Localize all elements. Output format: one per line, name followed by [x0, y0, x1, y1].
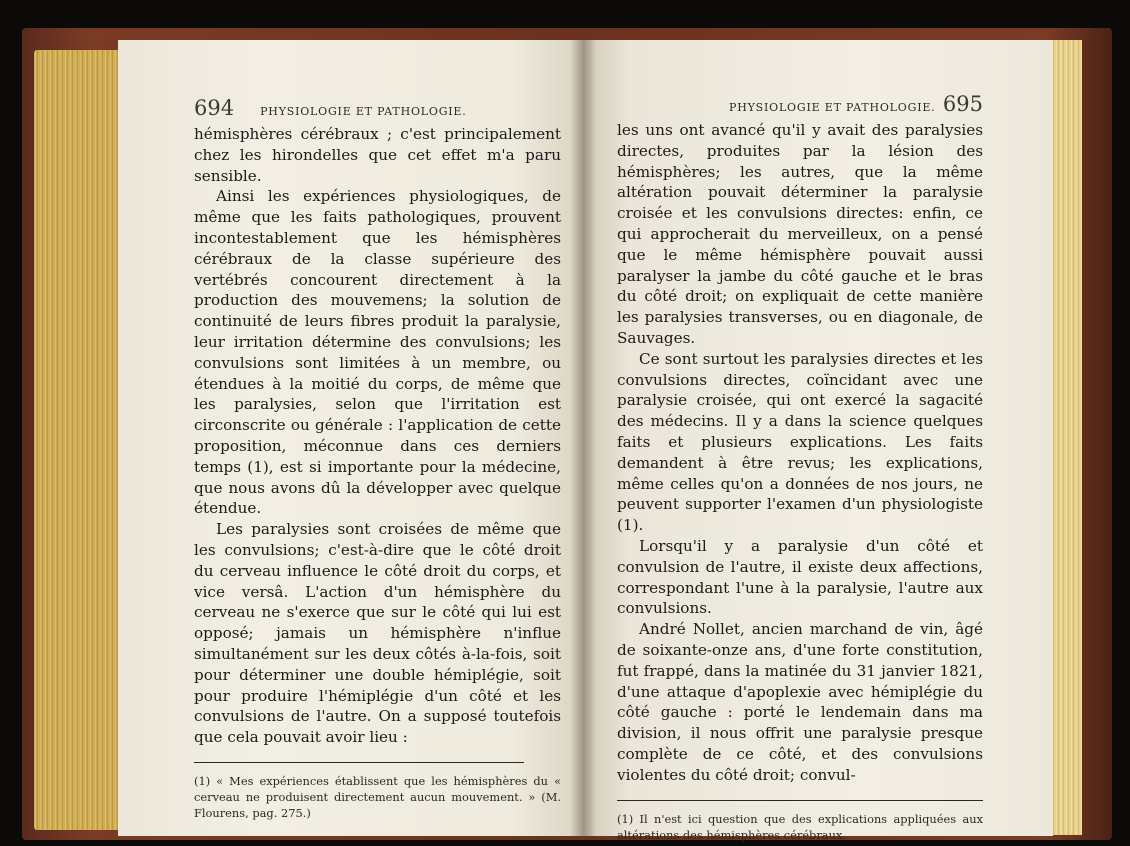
paragraph: André Nollet, ancien marchand de vin, âgé de soixante-onze ans, d'une forte constitution, fut frappé, dans la matinée du 31 janvier 1821, d'une attaque d'apoplexie avec hémiplégie du côté gauche : porté le lendemain dans ma division, il nous offrit une paralysie presque complète de ce côté, et des convulsions violentes du côté droit; convul- — [617, 620, 983, 784]
right-footnote: (1) Il n'est ici question que des explications appliquées aux altérations des hémisphères cérébraux. — [617, 811, 983, 842]
left-page-number: 694 — [194, 96, 235, 120]
paragraph: Ce sont surtout les paralysies directes et les convulsions directes, coïncidant avec une paralysie croisée, qui ont exercé la sagacité des médecins. Il y a dans la science quelques faits et plusieurs explications. Les faits demandent à être revus; les explications, même celles qu'on a données de nos jours, ne peuvent supporter l'examen d'un physiologiste (1). — [617, 349, 983, 535]
paragraph: Ainsi les expériences physiologiques, de même que les faits pathologiques, prouvent incontestablement que les hémisphères cérébraux de la classe supérieure des vertébrés concourent directement à la production des mouvemens; la solution de continuité de leurs fibres produit la paralysie, leur irritation détermine des convulsions; les convulsions sont limitées à un membre, ou étendues à la moitié du corps, de même que les paralysies, selon que l'irritation est circonscrite ou générale : l'application de cette proposition, méconnue dans ces derniers temps (1), est si importante pour la médecine, que nous avons dû la développer avec quelque étendue. — [194, 187, 561, 518]
paragraph: Les paralysies sont croisées de même que les convulsions; c'est-à-dire que le côté droit du cerveau influence le côté droit du corps, et vice versâ. L'action d'un hémisphère du cerveau ne s'exerce que sur le côté qui lui est opposé; jamais un hémisphère n'influe simultanément sur les deux côtés à-la-fois, soit pour déterminer une double hémiplégie, soit pour produire l'hémiplégie d'un côté et les convulsions de l'autre. On a supposé toutefois que cela pouvait avoir lieu : — [194, 520, 561, 747]
right-running-title: PHYSIOLOGIE ET PATHOLOGIE. — [729, 101, 936, 114]
left-page-header — [194, 96, 561, 124]
paragraph: Lorsqu'il y a paralysie d'un côté et convulsion de l'autre, il existe deux affections, correspondant l'une à la paralysie, l'autre aux convulsions. — [617, 536, 983, 618]
footnote-rule — [194, 762, 524, 763]
paragraph: hémisphères cérébraux ; c'est principalement chez les hirondelles que cet effet m'a paru sensible. — [194, 125, 561, 185]
right-page-number: 695 — [942, 92, 983, 116]
left-page-body — [194, 124, 561, 748]
left-page — [118, 40, 583, 836]
footnote-rule — [617, 800, 983, 801]
left-footnote: (1) « Mes expériences établissent que les hémisphères du « cerveau ne produisent directement aucun mouvement. » (M. Flourens, pag. 275.) — [194, 773, 561, 820]
page-edges-left — [34, 50, 124, 830]
paragraph: les uns ont avancé qu'il y avait des paralysies directes, produites par la lésion des hémisphères; les autres, que la même altération pouvait déterminer la paralysie croisée et les convulsions directes: enfin, ce qui approcherait du merveilleux, on a pensé que le même hémisphère pouvait aussi paralyser la jambe du côté gauche et le bras du côté droit; on expliquait de cette manière les paralysies transverses, ou en diagonale, de Sauvages. — [617, 121, 983, 347]
book-gutter — [570, 40, 596, 836]
right-page-body — [617, 120, 983, 786]
right-page — [583, 40, 1053, 842]
left-running-title: PHYSIOLOGIE ET PATHOLOGIE. — [260, 105, 467, 118]
right-page-header — [617, 92, 983, 120]
